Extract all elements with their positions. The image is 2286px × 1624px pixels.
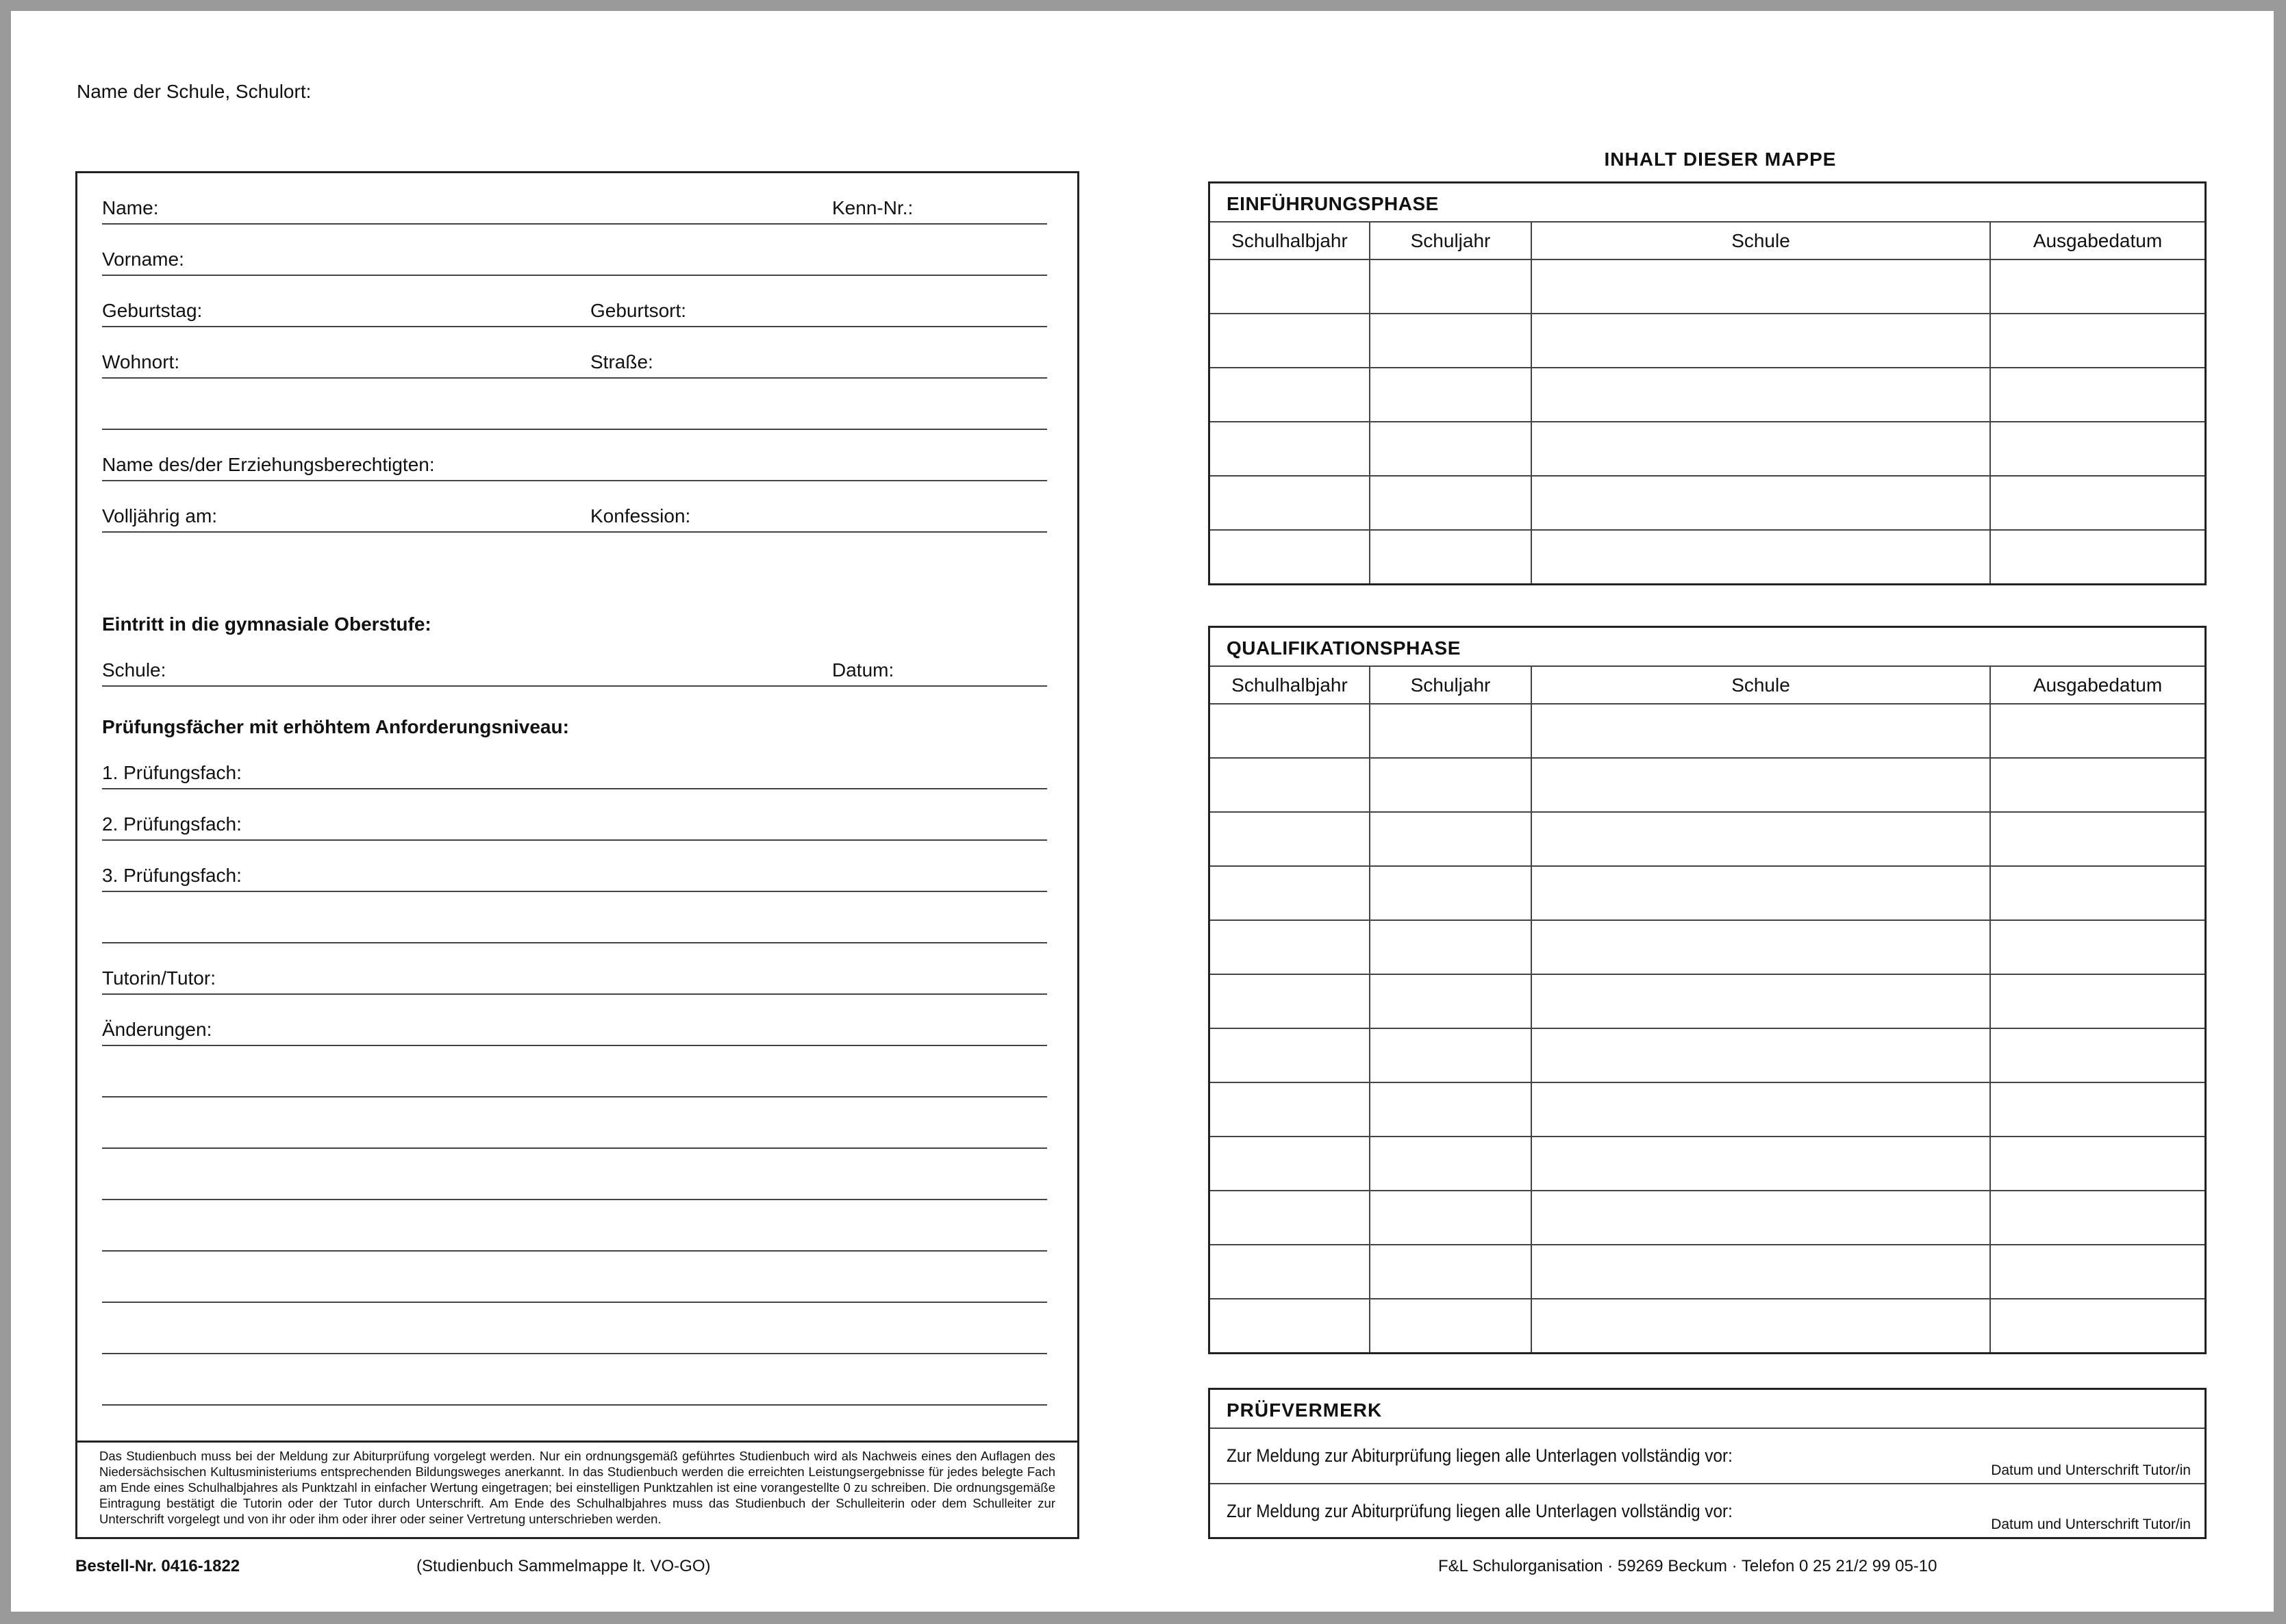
table-row [1210,1191,2205,1245]
eintritt-schule-field[interactable] [102,635,1047,687]
table-cell[interactable] [1210,1191,1370,1245]
table-cell[interactable] [1370,1299,1531,1352]
table-cell[interactable] [1531,812,1990,866]
col-ausgabedatum: Ausgabedatum [1990,667,2205,704]
tutor-label: Tutorin/Tutor: [102,967,216,989]
table-cell[interactable] [1531,1299,1990,1352]
publisher-info: F&L Schulorganisation · 59269 Beckum · Telefon 0 25 21/2 99 05-10 [1438,1557,1937,1575]
aenderungen-line[interactable] [102,1354,1047,1406]
table-cell[interactable] [1370,1137,1531,1191]
student-form [75,171,1079,1539]
pruefvermerk-statement: Zur Meldung zur Abiturprüfung liegen alle Unterlagen vollständig vor: [1227,1501,1733,1521]
table-row [1210,758,2205,812]
col-schulhalbjahr: Schulhalbjahr [1210,667,1370,704]
table-cell[interactable] [1531,368,1990,422]
aenderungen-line[interactable] [102,1149,1047,1200]
table-cell[interactable] [1990,476,2205,530]
table-cell[interactable] [1210,1245,1370,1299]
pruefvermerk-row[interactable] [1210,1429,2205,1483]
table-cell[interactable] [1370,530,1531,583]
table-row [1210,704,2205,758]
table-cell[interactable] [1210,920,1370,974]
erziehungsberechtigte-field[interactable] [102,430,1047,481]
konfession-label: Konfession: [590,505,691,526]
table-cell[interactable] [1370,259,1531,314]
fach3-field[interactable] [102,841,1047,892]
table-cell[interactable] [1370,866,1531,920]
table-cell[interactable] [1210,368,1370,422]
eintritt-heading: Eintritt in die gymnasiale Oberstufe: [102,613,431,635]
table-cell[interactable] [1531,1191,1990,1245]
name-label: Name: [102,197,159,218]
table-cell[interactable] [1990,812,2205,866]
table-cell[interactable] [1531,422,1990,476]
table-row [1210,1028,2205,1082]
pruefungsfaecher-heading: Prüfungsfächer mit erhöhtem Anforderungsniveau: [102,716,569,737]
vorname-field[interactable] [102,225,1047,276]
signature-label: Datum und Unterschrift Tutor/in [1991,1517,2191,1532]
table-row [1210,314,2205,368]
table-cell[interactable] [1531,1245,1990,1299]
volljaehrig-field[interactable] [102,481,1047,533]
table-row [1210,368,2205,422]
fach1-label: 1. Prüfungsfach: [102,762,242,783]
table-row [1210,920,2205,974]
table-cell[interactable] [1370,314,1531,368]
inhalt-title: INHALT DIESER MAPPE [1604,149,1837,170]
table-cell[interactable] [1990,259,2205,314]
name-field[interactable] [102,173,1047,225]
table-cell[interactable] [1370,1082,1531,1137]
table-cell[interactable] [1990,1245,2205,1299]
table-cell[interactable] [1210,1299,1370,1352]
geburtstag-field[interactable] [102,276,1047,327]
table-cell[interactable] [1210,704,1370,758]
einfuehrungsphase-title: EINFÜHRUNGSPHASE [1210,183,2205,223]
table-row [1210,530,2205,583]
table-cell[interactable] [1531,974,1990,1028]
tutor-field[interactable] [102,943,1047,995]
col-schule: Schule [1531,667,1990,704]
school-name-label: Name der Schule, Schulort: [77,81,312,102]
kenn-nr-label: Kenn-Nr.: [832,197,914,218]
studienbuch-note: Das Studienbuch muss bei der Meldung zur Abiturprüfung vorgelegt werden. Nur ein ordnungsgemäß geführtes Studienbuch wird als Nachweis eines den Auflagen des Niedersächsischen Kultusministeriums entsprechenden Bildungsweges anerkannt. In das Studienbuch werden die erreichten Leistungsergebnisse für jedes belegte Fach am Ende eines Schulhalbjahres als Punktzahl in einfacher Wertung eingetragen; bei einstelligen Punktzahlen ist eine vorangestellte 0 zu schreiben. Die ordnungsgemäße Eintragung bestätigt die Tutorin oder der Tutor durch Unterschrift. Am Ende des Schulhalbjahres muss das Studienbuch der Schulleiterin oder dem Schulleiter zur Unterschrift vorgelegt und von ihr oder ihm oder ihrer oder seiner Vertretung unterschrieben werden. [77,1441,1077,1539]
col-schulhalbjahr: Schulhalbjahr [1210,223,1370,259]
pruefvermerk-statement: Zur Meldung zur Abiturprüfung liegen alle Unterlagen vollständig vor: [1227,1445,1733,1466]
table-cell[interactable] [1370,422,1531,476]
table-cell[interactable] [1370,758,1531,812]
table-cell[interactable] [1210,1028,1370,1082]
datum-label: Datum: [832,659,894,681]
einfuehrungsphase-table [1208,181,2207,585]
order-number: Bestell-Nr. 0416-1822 [75,1557,240,1575]
table-cell[interactable] [1370,974,1531,1028]
table-cell[interactable] [1531,704,1990,758]
table-cell[interactable] [1531,1137,1990,1191]
table-row [1210,1082,2205,1137]
fach1-field[interactable] [102,738,1047,789]
pruefvermerk-title: PRÜFVERMERK [1210,1390,2205,1429]
table-cell[interactable] [1210,1137,1370,1191]
aenderungen-label: Änderungen: [102,1019,212,1040]
fach-extra-line[interactable] [102,892,1047,943]
fach3-label: 3. Prüfungsfach: [102,865,242,886]
table-cell[interactable] [1990,704,2205,758]
table-cell[interactable] [1531,920,1990,974]
qualifikationsphase-title: QUALIFIKATIONSPHASE [1210,628,2205,667]
table-cell[interactable] [1210,476,1370,530]
aenderungen-field[interactable] [102,995,1047,1046]
table-row [1210,1137,2205,1191]
table-cell[interactable] [1990,974,2205,1028]
wohnort-field[interactable] [102,327,1047,379]
erziehungsberechtigte-label: Name des/der Erziehungsberechtigten: [102,454,435,475]
fach2-label: 2. Prüfungsfach: [102,813,242,835]
pruefvermerk-box [1208,1388,2207,1539]
table-cell[interactable] [1531,530,1990,583]
table-cell[interactable] [1990,1191,2205,1245]
table-cell[interactable] [1210,866,1370,920]
aenderungen-line[interactable] [102,1252,1047,1303]
table-row [1210,476,2205,530]
table-cell[interactable] [1210,1082,1370,1137]
schule-label: Schule: [102,659,166,681]
table-cell[interactable] [1370,1245,1531,1299]
vorname-label: Vorname: [102,249,184,270]
table-row [1210,1299,2205,1352]
table-row [1210,812,2205,866]
table-cell[interactable] [1370,704,1531,758]
table-cell[interactable] [1370,812,1531,866]
table-row [1210,866,2205,920]
table-row [1210,974,2205,1028]
aenderungen-line[interactable] [102,1200,1047,1252]
table-cell[interactable] [1990,1299,2205,1352]
table-cell[interactable] [1531,1082,1990,1137]
col-schule: Schule [1531,223,1990,259]
table-cell[interactable] [1990,314,2205,368]
table-cell[interactable] [1370,1191,1531,1245]
table-cell[interactable] [1990,422,2205,476]
table-cell[interactable] [1531,476,1990,530]
table-cell[interactable] [1990,530,2205,583]
table-cell[interactable] [1990,866,2205,920]
aenderungen-line[interactable] [102,1303,1047,1354]
col-ausgabedatum: Ausgabedatum [1990,223,2205,259]
col-schuljahr: Schuljahr [1370,223,1531,259]
table-cell[interactable] [1210,422,1370,476]
table-row [1210,422,2205,476]
geburtstag-label: Geburtstag: [102,300,203,321]
table-cell[interactable] [1990,1137,2205,1191]
table-cell[interactable] [1370,1028,1531,1082]
table-cell[interactable] [1210,974,1370,1028]
address-extra-line[interactable] [102,379,1047,430]
table-cell[interactable] [1370,368,1531,422]
table-cell[interactable] [1210,314,1370,368]
aenderungen-line[interactable] [102,1098,1047,1149]
table-cell[interactable] [1990,1028,2205,1082]
table-cell[interactable] [1210,259,1370,314]
pruefvermerk-row[interactable] [1210,1483,2205,1537]
table-cell[interactable] [1531,1028,1990,1082]
table-cell[interactable] [1990,758,2205,812]
aenderungen-line[interactable] [102,1046,1047,1098]
table-cell[interactable] [1531,758,1990,812]
table-cell[interactable] [1990,368,2205,422]
footer-description: (Studienbuch Sammelmappe lt. VO-GO) [416,1557,711,1575]
fach2-field[interactable] [102,789,1047,841]
signature-label: Datum und Unterschrift Tutor/in [1991,1462,2191,1478]
col-schuljahr: Schuljahr [1370,667,1531,704]
table-cell[interactable] [1370,476,1531,530]
volljaehrig-label: Volljährig am: [102,505,218,526]
table-row [1210,1245,2205,1299]
geburtsort-label: Geburtsort: [590,300,687,321]
table-cell[interactable] [1370,920,1531,974]
strasse-label: Straße: [590,351,653,372]
table-cell[interactable] [1531,259,1990,314]
qualifikationsphase-table [1208,626,2207,1354]
table-cell[interactable] [1990,920,2205,974]
table-cell[interactable] [1210,812,1370,866]
table-cell[interactable] [1210,530,1370,583]
table-cell[interactable] [1990,1082,2205,1137]
table-cell[interactable] [1210,758,1370,812]
table-cell[interactable] [1531,314,1990,368]
table-row [1210,259,2205,314]
wohnort-label: Wohnort: [102,351,180,372]
table-cell[interactable] [1531,866,1990,920]
